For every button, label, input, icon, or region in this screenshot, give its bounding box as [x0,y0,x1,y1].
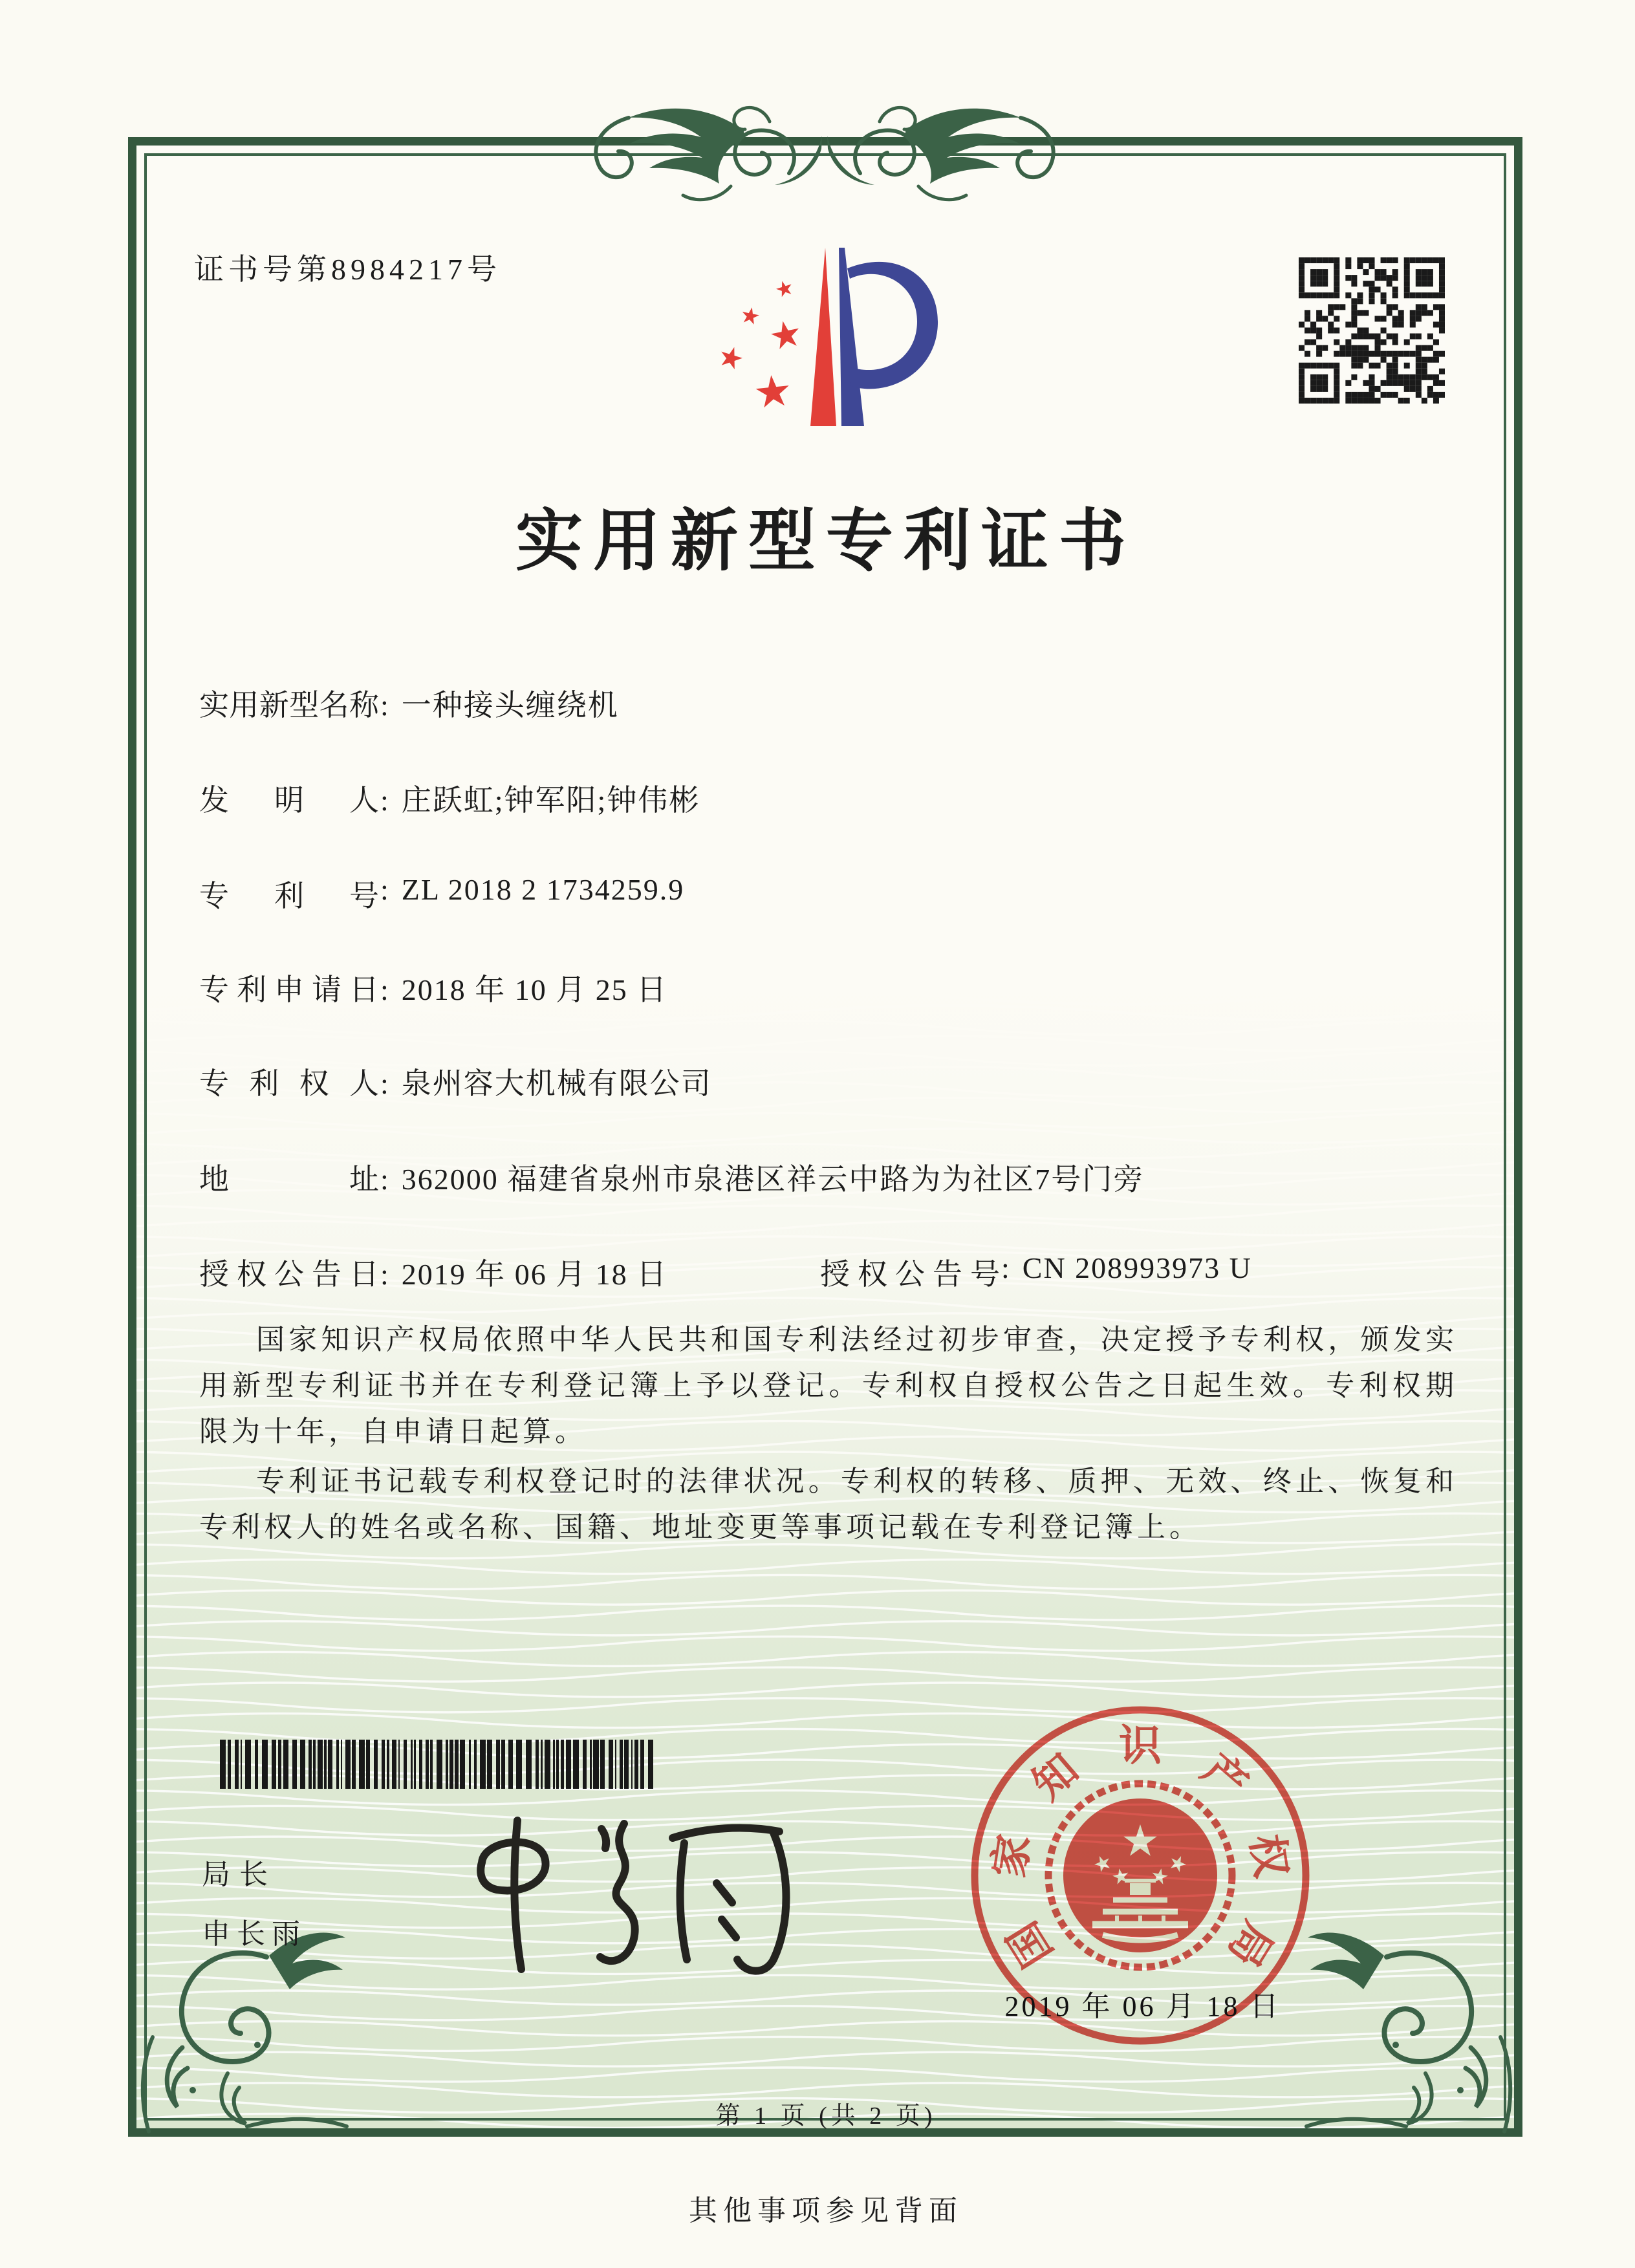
field-label: 专利权人 [199,1067,379,1100]
field-value: 泉州容大机械有限公司 [401,1067,712,1100]
field-label: 专利号 [199,880,379,913]
cnipa-logo-icon [711,238,970,433]
certificate-number: 证书号第8984217号 [194,253,501,286]
field-colon: : [380,689,389,722]
field-row [199,777,700,819]
grant-row [199,1251,1252,1293]
field-label: 授权公告号 [820,1258,1000,1291]
svg-text:权: 权 [1241,1831,1295,1881]
field-colon: : [380,784,389,817]
field-value: 一种接头缠绕机 [401,689,619,722]
svg-text:知: 知 [1024,1745,1088,1809]
paragraph: 专利证书记载专利权登记时的法律状况。专利权的转移、质押、无效、终止、恢复和专利权人的姓名或名称、国籍、地址变更等事项记载在专利登记簿上。 [199,1465,1458,1543]
body-text [199,1317,1458,1554]
back-side-note: 其他事项参见背面 [689,2195,963,2227]
signer-role: 局长 [202,1859,277,1890]
field-colon: : [380,973,389,1006]
scroll-ornament-top-icon [556,76,1093,225]
field-value: ZL 2018 2 1734259.9 [401,873,685,906]
signer-name: 申长雨 [202,1918,307,1950]
field-label: 实用新型名称 [199,689,379,722]
field-value: 庄跃虹;钟军阳;钟伟彬 [401,784,700,817]
field-label: 地址 [199,1163,379,1196]
field-colon: : [380,873,389,906]
svg-text:局: 局 [1218,1913,1282,1975]
field-row [199,966,667,1009]
svg-text:家: 家 [986,1831,1039,1881]
field-row [199,682,619,724]
field-label: 发明人 [199,784,379,817]
field-label: 授权公告日 [199,1258,379,1291]
svg-text:产: 产 [1193,1745,1257,1809]
page-title: 实用新型专利证书 [515,504,1136,579]
field-row [199,1156,1144,1198]
handwritten-signature-icon [446,1804,847,1998]
svg-text:识: 识 [1119,1722,1162,1770]
page-number: 第 1 页 (共 2 页) [715,2102,937,2130]
field-value: CN 208993973 U [1022,1251,1252,1284]
field-value: 2019 年 06 月 18 日 [401,1258,668,1291]
qr-code-icon [1299,257,1445,404]
seal-date: 2019 年 06 月 18 日 [1004,1991,1281,2022]
paragraph: 国家知识产权局依照中华人民共和国专利法经过初步审查，决定授予专利权，颁发实用新型专利证书并在专利登记簿上予以登记。专利权自授权公告之日起生效。专利权期限为十年，自申请日起算。 [199,1324,1458,1447]
field-colon: : [380,1258,389,1291]
field-label: 专利申请日 [199,973,379,1006]
field-row [199,1060,712,1103]
field-colon: : [1001,1251,1010,1284]
field-row [199,872,684,915]
grant-number-group [820,1251,1252,1293]
field-value: 362000 福建省泉州市泉港区祥云中路为为社区7号门旁 [401,1163,1145,1196]
svg-text:国: 国 [999,1913,1062,1975]
field-colon: : [380,1067,389,1100]
barcode-icon [220,1740,660,1789]
field-value: 2018 年 10 月 25 日 [401,973,668,1006]
field-colon: : [380,1163,389,1196]
